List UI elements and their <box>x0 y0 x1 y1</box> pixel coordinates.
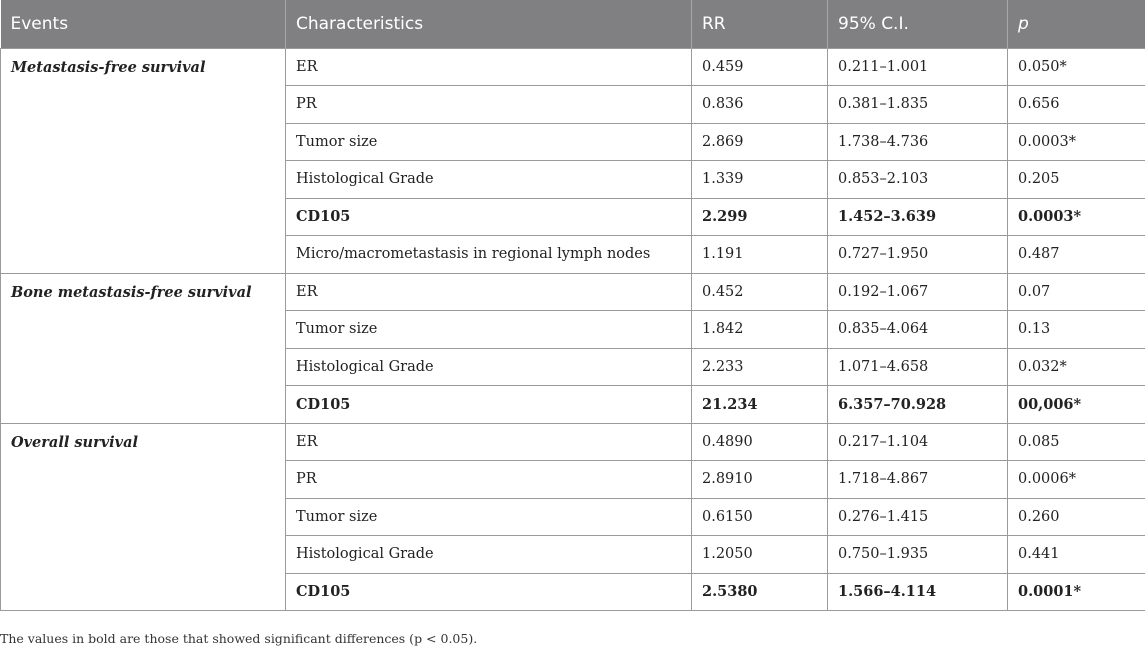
ci-cell: 0.217–1.104 <box>828 423 1008 461</box>
rr-cell: 1.2050 <box>692 536 828 574</box>
p-value-cell: 0.441 <box>1008 536 1145 574</box>
rr-cell: 0.836 <box>692 86 828 124</box>
ci-cell: 0.835–4.064 <box>828 311 1008 349</box>
rr-cell: 0.6150 <box>692 498 828 536</box>
ci-cell: 0.211–1.001 <box>828 48 1008 86</box>
characteristic-cell: ER <box>286 423 692 461</box>
table-row <box>1 273 1145 311</box>
characteristic-cell: Tumor size <box>286 498 692 536</box>
event-cell: Bone metastasis-free survival <box>1 273 286 423</box>
p-value-cell: 0.260 <box>1008 498 1145 536</box>
rr-cell: 1.842 <box>692 311 828 349</box>
p-value-cell: 0.032* <box>1008 348 1145 386</box>
characteristic-cell: Histological Grade <box>286 161 692 199</box>
table-header <box>1 0 1145 48</box>
ci-cell: 1.071–4.658 <box>828 348 1008 386</box>
rr-cell: 0.452 <box>692 273 828 311</box>
characteristic-cell: PR <box>286 86 692 124</box>
header-p: p <box>1018 13 1029 34</box>
p-value-cell: 0.0001* <box>1008 573 1145 611</box>
p-value-cell: 0.0003* <box>1008 198 1145 236</box>
ci-cell: 6.357–70.928 <box>828 386 1008 424</box>
p-value-cell: 0.656 <box>1008 86 1145 124</box>
characteristic-cell: Histological Grade <box>286 348 692 386</box>
header-events: Events <box>1 0 286 48</box>
ci-cell: 0.750–1.935 <box>828 536 1008 574</box>
characteristic-cell: ER <box>286 273 692 311</box>
p-value-cell: 0.13 <box>1008 311 1145 349</box>
p-value-cell: 0.085 <box>1008 423 1145 461</box>
characteristic-cell: CD105 <box>286 386 692 424</box>
header-characteristics: Characteristics <box>286 0 692 48</box>
table-footnote: The values in bold are those that showed significant differences (p < 0.05). <box>0 631 478 646</box>
p-value-cell: 0.0006* <box>1008 461 1145 499</box>
characteristic-cell: Histological Grade <box>286 536 692 574</box>
characteristic-cell: PR <box>286 461 692 499</box>
characteristic-cell: ER <box>286 48 692 86</box>
ci-cell: 0.727–1.950 <box>828 236 1008 274</box>
table-row <box>1 423 1145 461</box>
rr-cell: 2.8910 <box>692 461 828 499</box>
header-row <box>1 0 1145 48</box>
event-cell: Overall survival <box>1 423 286 611</box>
rr-cell: 2.299 <box>692 198 828 236</box>
table-body <box>1 48 1145 611</box>
rr-cell: 0.459 <box>692 48 828 86</box>
ci-cell: 1.718–4.867 <box>828 461 1008 499</box>
ci-cell: 1.738–4.736 <box>828 123 1008 161</box>
rr-cell: 1.339 <box>692 161 828 199</box>
p-value-cell: 0.07 <box>1008 273 1145 311</box>
rr-cell: 1.191 <box>692 236 828 274</box>
header-rr: RR <box>692 0 828 48</box>
ci-cell: 1.452–3.639 <box>828 198 1008 236</box>
rr-cell: 2.233 <box>692 348 828 386</box>
rr-cell: 21.234 <box>692 386 828 424</box>
ci-cell: 1.566–4.114 <box>828 573 1008 611</box>
ci-cell: 0.853–2.103 <box>828 161 1008 199</box>
ci-cell: 0.192–1.067 <box>828 273 1008 311</box>
p-value-cell: 0.487 <box>1008 236 1145 274</box>
p-value-cell: 0.205 <box>1008 161 1145 199</box>
ci-cell: 0.381–1.835 <box>828 86 1008 124</box>
characteristic-cell: Tumor size <box>286 123 692 161</box>
characteristic-cell: CD105 <box>286 198 692 236</box>
rr-cell: 0.4890 <box>692 423 828 461</box>
p-value-cell: 00,006* <box>1008 386 1145 424</box>
rr-cell: 2.5380 <box>692 573 828 611</box>
table-row <box>1 48 1145 86</box>
characteristic-cell: CD105 <box>286 573 692 611</box>
p-value-cell: 0.050* <box>1008 48 1145 86</box>
p-value-cell: 0.0003* <box>1008 123 1145 161</box>
ci-cell: 0.276–1.415 <box>828 498 1008 536</box>
characteristic-cell: Micro/macrometastasis in regional lymph nodes <box>286 236 692 274</box>
header-ci: 95% C.I. <box>828 0 1008 48</box>
characteristic-cell: Tumor size <box>286 311 692 349</box>
event-cell: Metastasis-free survival <box>1 48 286 273</box>
rr-cell: 2.869 <box>692 123 828 161</box>
